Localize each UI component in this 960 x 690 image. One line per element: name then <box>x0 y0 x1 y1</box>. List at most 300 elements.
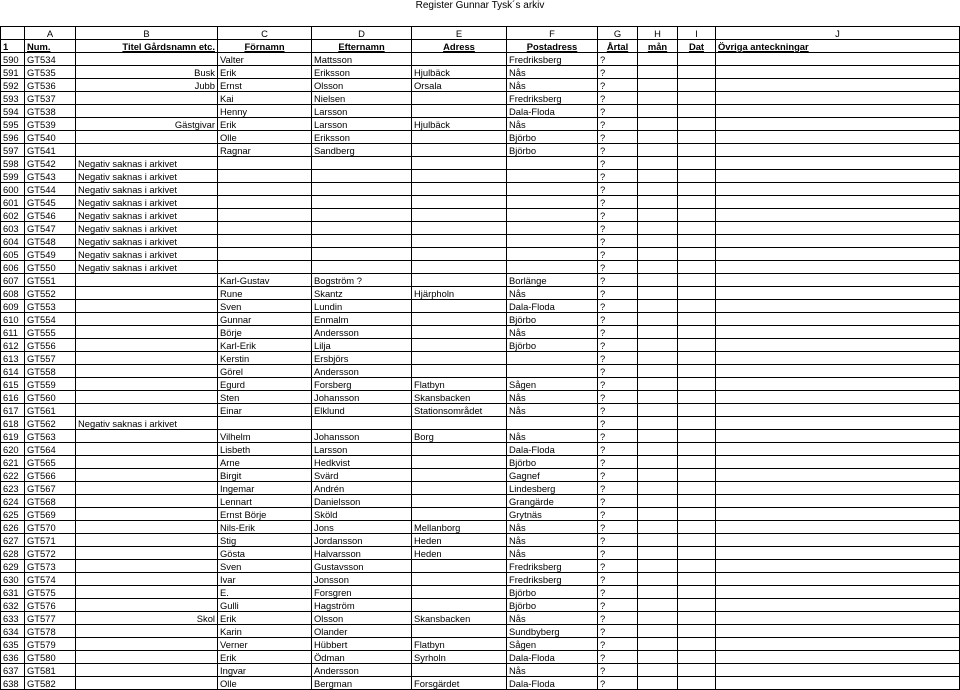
cell-artal[interactable]: ? <box>598 495 638 508</box>
cell-man[interactable] <box>638 365 678 378</box>
cell-adress[interactable]: Heden <box>412 534 507 547</box>
cell-efternamn[interactable]: Hedkvist <box>312 456 412 469</box>
cell-titel[interactable]: Negativ saknas i arkivet <box>76 417 218 430</box>
cell-man[interactable] <box>638 92 678 105</box>
cell-efternamn[interactable]: Hübbert <box>312 638 412 651</box>
cell-fornamn[interactable]: Stig <box>218 534 312 547</box>
cell-dat[interactable] <box>678 547 716 560</box>
column-letter[interactable]: I <box>678 27 716 40</box>
cell-dat[interactable] <box>678 664 716 677</box>
cell-man[interactable] <box>638 157 678 170</box>
cell-postadress[interactable] <box>507 352 598 365</box>
cell-man[interactable] <box>638 170 678 183</box>
cell-ovriga[interactable] <box>716 495 960 508</box>
cell-ovriga[interactable] <box>716 326 960 339</box>
cell-dat[interactable] <box>678 339 716 352</box>
cell-num[interactable]: GT537 <box>25 92 76 105</box>
cell-efternamn[interactable]: Olander <box>312 625 412 638</box>
cell-efternamn[interactable]: Eriksson <box>312 66 412 79</box>
row-number[interactable]: 604 <box>1 235 25 248</box>
cell-dat[interactable] <box>678 222 716 235</box>
cell-man[interactable] <box>638 599 678 612</box>
cell-adress[interactable] <box>412 248 507 261</box>
cell-fornamn[interactable]: Kai <box>218 92 312 105</box>
cell-artal[interactable]: ? <box>598 482 638 495</box>
cell-fornamn[interactable]: Rune <box>218 287 312 300</box>
cell-efternamn[interactable]: Danielsson <box>312 495 412 508</box>
cell-dat[interactable] <box>678 586 716 599</box>
column-letter[interactable]: E <box>412 27 507 40</box>
cell-ovriga[interactable] <box>716 53 960 66</box>
cell-adress[interactable] <box>412 131 507 144</box>
cell-artal[interactable]: ? <box>598 547 638 560</box>
cell-num[interactable]: GT560 <box>25 391 76 404</box>
cell-fornamn[interactable]: Lisbeth <box>218 443 312 456</box>
column-letter[interactable]: F <box>507 27 598 40</box>
cell-titel[interactable] <box>76 352 218 365</box>
cell-man[interactable] <box>638 131 678 144</box>
cell-fornamn[interactable] <box>218 248 312 261</box>
cell-adress[interactable] <box>412 235 507 248</box>
cell-artal[interactable]: ? <box>598 105 638 118</box>
cell-titel[interactable] <box>76 547 218 560</box>
cell-ovriga[interactable] <box>716 508 960 521</box>
cell-man[interactable] <box>638 196 678 209</box>
cell-efternamn[interactable]: Andrén <box>312 482 412 495</box>
cell-ovriga[interactable] <box>716 144 960 157</box>
cell-titel[interactable] <box>76 638 218 651</box>
cell-postadress[interactable]: Nås <box>507 391 598 404</box>
cell-fornamn[interactable]: Ernst <box>218 79 312 92</box>
cell-dat[interactable] <box>678 261 716 274</box>
cell-ovriga[interactable] <box>716 573 960 586</box>
cell-adress[interactable] <box>412 157 507 170</box>
cell-dat[interactable] <box>678 53 716 66</box>
column-letter[interactable]: J <box>716 27 960 40</box>
cell-ovriga[interactable] <box>716 651 960 664</box>
cell-dat[interactable] <box>678 599 716 612</box>
cell-titel[interactable]: Negativ saknas i arkivet <box>76 222 218 235</box>
row-number[interactable]: 602 <box>1 209 25 222</box>
cell-adress[interactable] <box>412 456 507 469</box>
cell-fornamn[interactable]: Sven <box>218 300 312 313</box>
cell-titel[interactable] <box>76 508 218 521</box>
cell-efternamn[interactable]: Jons <box>312 521 412 534</box>
cell-man[interactable] <box>638 118 678 131</box>
cell-ovriga[interactable] <box>716 300 960 313</box>
cell-titel[interactable] <box>76 274 218 287</box>
cell-efternamn[interactable]: Bogström ? <box>312 274 412 287</box>
cell-efternamn[interactable] <box>312 417 412 430</box>
cell-fornamn[interactable]: Ragnar <box>218 144 312 157</box>
cell-fornamn[interactable]: Birgit <box>218 469 312 482</box>
column-letter[interactable]: D <box>312 27 412 40</box>
cell-dat[interactable] <box>678 235 716 248</box>
cell-titel[interactable] <box>76 677 218 690</box>
cell-titel[interactable]: Busk <box>76 66 218 79</box>
cell-efternamn[interactable]: Andersson <box>312 326 412 339</box>
header-artal[interactable]: Årtal <box>598 40 638 53</box>
row-number[interactable]: 595 <box>1 118 25 131</box>
cell-man[interactable] <box>638 261 678 274</box>
cell-artal[interactable]: ? <box>598 352 638 365</box>
cell-titel[interactable] <box>76 651 218 664</box>
cell-titel[interactable] <box>76 664 218 677</box>
cell-fornamn[interactable]: Nils-Erik <box>218 521 312 534</box>
cell-postadress[interactable]: Borlänge <box>507 274 598 287</box>
cell-ovriga[interactable] <box>716 586 960 599</box>
cell-fornamn[interactable] <box>218 183 312 196</box>
cell-man[interactable] <box>638 482 678 495</box>
row-number[interactable]: 620 <box>1 443 25 456</box>
row-number[interactable]: 608 <box>1 287 25 300</box>
cell-efternamn[interactable] <box>312 196 412 209</box>
cell-fornamn[interactable]: Arne <box>218 456 312 469</box>
cell-postadress[interactable]: Lindesberg <box>507 482 598 495</box>
cell-efternamn[interactable]: Larsson <box>312 443 412 456</box>
cell-ovriga[interactable] <box>716 677 960 690</box>
cell-fornamn[interactable]: Erik <box>218 66 312 79</box>
cell-artal[interactable]: ? <box>598 560 638 573</box>
cell-dat[interactable] <box>678 482 716 495</box>
cell-dat[interactable] <box>678 274 716 287</box>
cell-man[interactable] <box>638 378 678 391</box>
cell-dat[interactable] <box>678 391 716 404</box>
header-postadress[interactable]: Postadress <box>507 40 598 53</box>
cell-fornamn[interactable]: Egurd <box>218 378 312 391</box>
cell-ovriga[interactable] <box>716 105 960 118</box>
cell-fornamn[interactable]: Karl-Gustav <box>218 274 312 287</box>
row-number[interactable]: 592 <box>1 79 25 92</box>
cell-num[interactable]: GT564 <box>25 443 76 456</box>
row-number[interactable]: 630 <box>1 573 25 586</box>
cell-man[interactable] <box>638 274 678 287</box>
cell-fornamn[interactable]: Lennart <box>218 495 312 508</box>
cell-ovriga[interactable] <box>716 443 960 456</box>
cell-fornamn[interactable] <box>218 222 312 235</box>
cell-adress[interactable] <box>412 261 507 274</box>
cell-postadress[interactable] <box>507 261 598 274</box>
cell-man[interactable] <box>638 209 678 222</box>
cell-num[interactable]: GT563 <box>25 430 76 443</box>
cell-fornamn[interactable]: Kerstin <box>218 352 312 365</box>
cell-num[interactable]: GT558 <box>25 365 76 378</box>
cell-man[interactable] <box>638 677 678 690</box>
cell-adress[interactable] <box>412 495 507 508</box>
cell-ovriga[interactable] <box>716 469 960 482</box>
cell-man[interactable] <box>638 183 678 196</box>
cell-dat[interactable] <box>678 677 716 690</box>
cell-artal[interactable]: ? <box>598 599 638 612</box>
cell-dat[interactable] <box>678 612 716 625</box>
cell-titel[interactable]: Gästgivar <box>76 118 218 131</box>
cell-ovriga[interactable] <box>716 222 960 235</box>
cell-postadress[interactable] <box>507 365 598 378</box>
cell-efternamn[interactable] <box>312 235 412 248</box>
cell-titel[interactable] <box>76 534 218 547</box>
cell-artal[interactable]: ? <box>598 92 638 105</box>
cell-num[interactable]: GT575 <box>25 586 76 599</box>
cell-artal[interactable]: ? <box>598 287 638 300</box>
cell-dat[interactable] <box>678 326 716 339</box>
cell-man[interactable] <box>638 144 678 157</box>
cell-titel[interactable] <box>76 495 218 508</box>
cell-postadress[interactable] <box>507 157 598 170</box>
cell-num[interactable]: GT555 <box>25 326 76 339</box>
cell-titel[interactable] <box>76 313 218 326</box>
cell-ovriga[interactable] <box>716 274 960 287</box>
row-number[interactable]: 627 <box>1 534 25 547</box>
cell-adress[interactable] <box>412 300 507 313</box>
cell-postadress[interactable]: Nås <box>507 404 598 417</box>
cell-man[interactable] <box>638 105 678 118</box>
row-number[interactable]: 629 <box>1 560 25 573</box>
cell-efternamn[interactable] <box>312 170 412 183</box>
cell-efternamn[interactable]: Nielsen <box>312 92 412 105</box>
cell-fornamn[interactable]: Karin <box>218 625 312 638</box>
cell-ovriga[interactable] <box>716 365 960 378</box>
cell-postadress[interactable]: Sundbyberg <box>507 625 598 638</box>
cell-titel[interactable] <box>76 326 218 339</box>
cell-dat[interactable] <box>678 300 716 313</box>
cell-num[interactable]: GT547 <box>25 222 76 235</box>
cell-num[interactable]: GT573 <box>25 560 76 573</box>
cell-num[interactable]: GT544 <box>25 183 76 196</box>
cell-dat[interactable] <box>678 508 716 521</box>
cell-efternamn[interactable]: Sandberg <box>312 144 412 157</box>
cell-num[interactable]: GT582 <box>25 677 76 690</box>
cell-man[interactable] <box>638 651 678 664</box>
row-number[interactable]: 599 <box>1 170 25 183</box>
cell-postadress[interactable] <box>507 248 598 261</box>
cell-titel[interactable] <box>76 521 218 534</box>
cell-efternamn[interactable]: Larsson <box>312 118 412 131</box>
cell-adress[interactable] <box>412 599 507 612</box>
cell-fornamn[interactable]: Sven <box>218 560 312 573</box>
cell-num[interactable]: GT574 <box>25 573 76 586</box>
cell-postadress[interactable] <box>507 196 598 209</box>
cell-adress[interactable]: Heden <box>412 547 507 560</box>
cell-postadress[interactable]: Dala-Floda <box>507 300 598 313</box>
cell-ovriga[interactable] <box>716 534 960 547</box>
cell-ovriga[interactable] <box>716 209 960 222</box>
cell-postadress[interactable]: Nås <box>507 326 598 339</box>
cell-ovriga[interactable] <box>716 196 960 209</box>
cell-ovriga[interactable] <box>716 521 960 534</box>
cell-adress[interactable]: Skansbacken <box>412 612 507 625</box>
cell-man[interactable] <box>638 417 678 430</box>
cell-adress[interactable] <box>412 469 507 482</box>
cell-dat[interactable] <box>678 313 716 326</box>
cell-num[interactable]: GT566 <box>25 469 76 482</box>
cell-adress[interactable]: Syrholn <box>412 651 507 664</box>
cell-postadress[interactable]: Gagnef <box>507 469 598 482</box>
cell-num[interactable]: GT550 <box>25 261 76 274</box>
cell-man[interactable] <box>638 469 678 482</box>
cell-num[interactable]: GT551 <box>25 274 76 287</box>
cell-artal[interactable]: ? <box>598 222 638 235</box>
cell-efternamn[interactable]: Ödman <box>312 651 412 664</box>
cell-man[interactable] <box>638 248 678 261</box>
cell-efternamn[interactable]: Enmalm <box>312 313 412 326</box>
row-number[interactable]: 596 <box>1 131 25 144</box>
cell-efternamn[interactable]: Jonsson <box>312 573 412 586</box>
cell-man[interactable] <box>638 508 678 521</box>
cell-artal[interactable]: ? <box>598 521 638 534</box>
cell-dat[interactable] <box>678 521 716 534</box>
cell-adress[interactable] <box>412 326 507 339</box>
cell-postadress[interactable]: Nås <box>507 430 598 443</box>
cell-titel[interactable] <box>76 443 218 456</box>
column-letter[interactable]: B <box>76 27 218 40</box>
cell-postadress[interactable]: Nås <box>507 521 598 534</box>
cell-man[interactable] <box>638 339 678 352</box>
cell-fornamn[interactable]: Ingvar <box>218 664 312 677</box>
row-number[interactable]: 619 <box>1 430 25 443</box>
cell-artal[interactable]: ? <box>598 248 638 261</box>
cell-efternamn[interactable]: Sköld <box>312 508 412 521</box>
cell-postadress[interactable]: Nås <box>507 79 598 92</box>
cell-adress[interactable] <box>412 105 507 118</box>
cell-num[interactable]: GT540 <box>25 131 76 144</box>
cell-titel[interactable]: Negativ saknas i arkivet <box>76 170 218 183</box>
cell-artal[interactable]: ? <box>598 183 638 196</box>
cell-num[interactable]: GT545 <box>25 196 76 209</box>
cell-man[interactable] <box>638 456 678 469</box>
cell-man[interactable] <box>638 534 678 547</box>
row-number[interactable]: 606 <box>1 261 25 274</box>
cell-titel[interactable]: Negativ saknas i arkivet <box>76 209 218 222</box>
row-number[interactable]: 632 <box>1 599 25 612</box>
cell-artal[interactable]: ? <box>598 131 638 144</box>
cell-num[interactable]: GT542 <box>25 157 76 170</box>
cell-adress[interactable]: Hjärpholn <box>412 287 507 300</box>
cell-man[interactable] <box>638 66 678 79</box>
cell-man[interactable] <box>638 560 678 573</box>
cell-man[interactable] <box>638 430 678 443</box>
cell-adress[interactable] <box>412 417 507 430</box>
cell-adress[interactable]: Borg <box>412 430 507 443</box>
cell-titel[interactable] <box>76 482 218 495</box>
cell-fornamn[interactable] <box>218 261 312 274</box>
cell-num[interactable]: GT538 <box>25 105 76 118</box>
cell-artal[interactable]: ? <box>598 651 638 664</box>
cell-dat[interactable] <box>678 287 716 300</box>
cell-ovriga[interactable] <box>716 430 960 443</box>
cell-adress[interactable]: Mellanborg <box>412 521 507 534</box>
cell-dat[interactable] <box>678 443 716 456</box>
cell-num[interactable]: GT553 <box>25 300 76 313</box>
cell-ovriga[interactable] <box>716 287 960 300</box>
header-num[interactable]: Num. <box>25 40 76 53</box>
cell-postadress[interactable]: Dala-Floda <box>507 443 598 456</box>
cell-adress[interactable] <box>412 573 507 586</box>
column-letter[interactable]: C <box>218 27 312 40</box>
cell-adress[interactable] <box>412 352 507 365</box>
cell-titel[interactable]: Negativ saknas i arkivet <box>76 248 218 261</box>
cell-dat[interactable] <box>678 352 716 365</box>
cell-ovriga[interactable] <box>716 170 960 183</box>
cell-ovriga[interactable] <box>716 261 960 274</box>
cell-efternamn[interactable]: Elklund <box>312 404 412 417</box>
cell-ovriga[interactable] <box>716 248 960 261</box>
cell-adress[interactable] <box>412 170 507 183</box>
cell-postadress[interactable]: Dala-Floda <box>507 677 598 690</box>
cell-num[interactable]: GT539 <box>25 118 76 131</box>
cell-artal[interactable]: ? <box>598 391 638 404</box>
cell-efternamn[interactable]: Eriksson <box>312 131 412 144</box>
cell-man[interactable] <box>638 404 678 417</box>
row-number[interactable]: 635 <box>1 638 25 651</box>
cell-adress[interactable] <box>412 209 507 222</box>
cell-dat[interactable] <box>678 144 716 157</box>
cell-adress[interactable] <box>412 625 507 638</box>
header-adress[interactable]: Adress <box>412 40 507 53</box>
cell-adress[interactable]: Flatbyn <box>412 378 507 391</box>
cell-artal[interactable]: ? <box>598 300 638 313</box>
cell-num[interactable]: GT534 <box>25 53 76 66</box>
row-number[interactable]: 615 <box>1 378 25 391</box>
cell-artal[interactable]: ? <box>598 274 638 287</box>
cell-efternamn[interactable] <box>312 222 412 235</box>
cell-ovriga[interactable] <box>716 79 960 92</box>
cell-adress[interactable]: Stationsområdet <box>412 404 507 417</box>
cell-artal[interactable]: ? <box>598 170 638 183</box>
row-number[interactable]: 636 <box>1 651 25 664</box>
cell-titel[interactable]: Negativ saknas i arkivet <box>76 157 218 170</box>
cell-postadress[interactable]: Fredriksberg <box>507 560 598 573</box>
cell-man[interactable] <box>638 443 678 456</box>
cell-postadress[interactable]: Nås <box>507 66 598 79</box>
cell-artal[interactable]: ? <box>598 209 638 222</box>
cell-ovriga[interactable] <box>716 404 960 417</box>
row-number[interactable]: 631 <box>1 586 25 599</box>
cell-ovriga[interactable] <box>716 235 960 248</box>
cell-adress[interactable] <box>412 274 507 287</box>
cell-artal[interactable]: ? <box>598 157 638 170</box>
cell-artal[interactable]: ? <box>598 365 638 378</box>
row-number[interactable]: 634 <box>1 625 25 638</box>
cell-ovriga[interactable] <box>716 417 960 430</box>
cell-artal[interactable]: ? <box>598 456 638 469</box>
cell-titel[interactable]: Jubb <box>76 79 218 92</box>
cell-fornamn[interactable]: Gunnar <box>218 313 312 326</box>
cell-adress[interactable] <box>412 313 507 326</box>
cell-man[interactable] <box>638 547 678 560</box>
cell-fornamn[interactable]: Erik <box>218 118 312 131</box>
cell-titel[interactable]: Skol <box>76 612 218 625</box>
cell-adress[interactable] <box>412 339 507 352</box>
cell-fornamn[interactable]: Olle <box>218 131 312 144</box>
cell-num[interactable]: GT572 <box>25 547 76 560</box>
cell-num[interactable]: GT577 <box>25 612 76 625</box>
row-number[interactable]: 626 <box>1 521 25 534</box>
cell-num[interactable]: GT559 <box>25 378 76 391</box>
row-number[interactable]: 590 <box>1 53 25 66</box>
cell-ovriga[interactable] <box>716 664 960 677</box>
cell-ovriga[interactable] <box>716 456 960 469</box>
cell-fornamn[interactable]: Olle <box>218 677 312 690</box>
cell-postadress[interactable] <box>507 417 598 430</box>
cell-titel[interactable]: Negativ saknas i arkivet <box>76 235 218 248</box>
cell-man[interactable] <box>638 287 678 300</box>
cell-ovriga[interactable] <box>716 625 960 638</box>
cell-efternamn[interactable]: Andersson <box>312 365 412 378</box>
cell-postadress[interactable]: Björbo <box>507 313 598 326</box>
cell-titel[interactable] <box>76 287 218 300</box>
cell-artal[interactable]: ? <box>598 118 638 131</box>
cell-titel[interactable]: Negativ saknas i arkivet <box>76 196 218 209</box>
